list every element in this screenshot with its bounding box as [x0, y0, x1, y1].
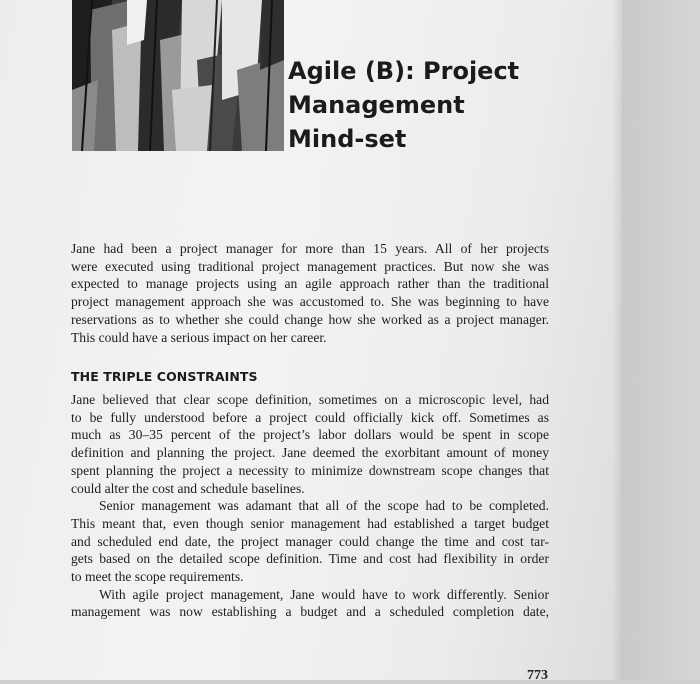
- section-body: [71, 391, 549, 621]
- text-line: project management approach she was accustomed to. She was beginning to have: [71, 294, 549, 310]
- text-line: reservations as to whether she could change how she worked as a project manager.: [71, 311, 549, 327]
- text-line: Jane believed that clear scope definition, sometimes on a microscopic level, had: [71, 392, 549, 407]
- chapter-photo: [72, 0, 284, 151]
- text-line: With agile project management, Jane would have to work differently. Senior: [99, 586, 549, 602]
- section-heading: THE TRIPLE CONSTRAINTS: [71, 369, 258, 384]
- background-surface: [622, 0, 700, 680]
- text-line: much as 30–35 percent of the project’s labor dollars would be spent in scope: [71, 427, 549, 443]
- text-line: and scheduled end date, the project manager could change the time and cost tar-: [71, 533, 549, 549]
- text-line: were executed using traditional project management practices. But now she was: [71, 258, 549, 274]
- text-line: to meet the scope requirements.: [71, 569, 244, 585]
- text-line: This meant that, even though senior management had established a target budget: [71, 515, 549, 531]
- page-number: 773: [527, 668, 548, 683]
- text-line: Senior management was adamant that all of the scope had to be completed.: [99, 498, 549, 514]
- text-line: gets based on the detailed scope definition. Time and cost had flexibility in order: [71, 551, 549, 567]
- text-line: expected to manage projects using an agile approach rather than the traditional: [71, 276, 549, 292]
- text-line: Jane had been a project manager for more than 15 years. All of her projects: [71, 241, 549, 256]
- text-line: spent planning the project a necessity to minimize downstream scope changes that: [71, 462, 549, 478]
- text-line: definition and planning the project. Jane deemed the exorbitant amount of money: [71, 445, 549, 461]
- chapter-title: [288, 54, 608, 156]
- text-line: could alter the cost and schedule baselines.: [71, 480, 305, 496]
- chapter-title-line: Mind-set: [288, 125, 407, 153]
- chapter-title-line: Management: [288, 91, 465, 119]
- text-line: management was now establishing a budget and a scheduled completion date,: [71, 604, 549, 620]
- intro-paragraph: [71, 240, 549, 346]
- text-line: to be fully understood before a project could officially kick off. Sometimes as: [71, 409, 549, 425]
- text-line: This could have a serious impact on her career.: [71, 329, 327, 345]
- chapter-title-line: Agile (B): Project: [288, 57, 520, 85]
